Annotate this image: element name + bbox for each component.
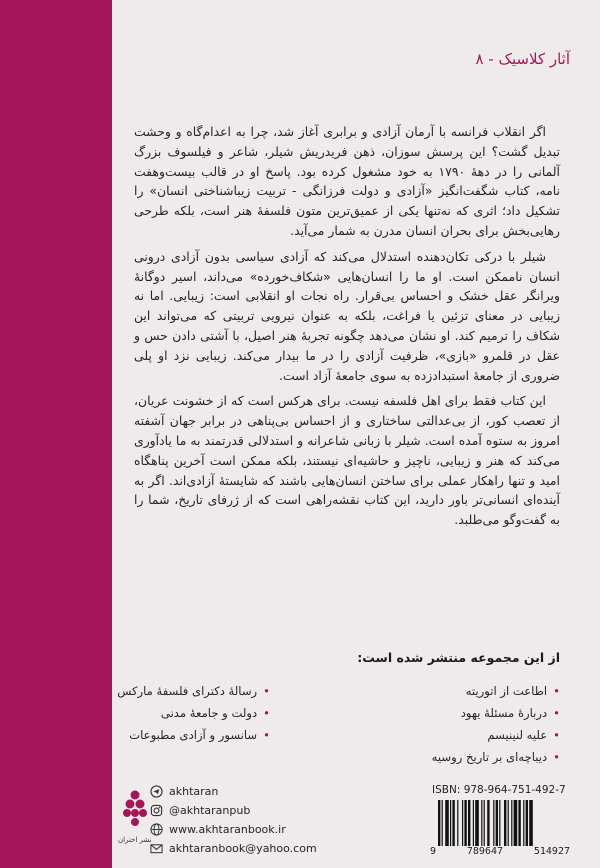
barcode-bar xyxy=(484,800,485,846)
contact-telegram[interactable] xyxy=(150,782,317,801)
barcode-bar xyxy=(514,800,518,846)
email-icon xyxy=(150,842,163,855)
contact-text: akhtaranbook@yahoo.com xyxy=(169,842,317,855)
globe-icon xyxy=(150,823,163,836)
published-item: • علیه لنینیسم xyxy=(432,724,560,746)
barcode-bar xyxy=(481,800,482,846)
barcode-bar xyxy=(464,800,466,846)
magenta-spine-band xyxy=(0,0,112,868)
barcode-bar xyxy=(504,800,506,846)
barcode-group-1: 789647 xyxy=(466,846,504,857)
contact-instagram[interactable] xyxy=(150,801,317,820)
published-item: • رسالهٔ دکترای فلسفهٔ مارکس xyxy=(117,680,270,702)
barcode-bar xyxy=(499,800,500,846)
blurb-text xyxy=(134,122,560,536)
barcode-group-2: 514927 xyxy=(533,846,570,857)
barcode-lead-digit: 9 xyxy=(430,846,437,857)
published-item: • دولت و جامعهٔ مدنی xyxy=(117,702,270,724)
barcode-bar xyxy=(529,800,533,846)
contact-list xyxy=(150,782,317,858)
publisher-caption: نشر اختران xyxy=(118,836,152,844)
barcode-bar xyxy=(450,800,451,846)
contact-text: akhtaran xyxy=(169,785,219,798)
barcode-bar xyxy=(473,800,474,846)
published-item: • دیباچه‌ای بر تاریخ روسیه xyxy=(432,746,560,768)
barcode-bar xyxy=(442,800,443,846)
barcode-digits xyxy=(430,846,570,857)
barcode-bar xyxy=(496,800,498,846)
barcode-bar xyxy=(526,800,528,846)
barcode-bar xyxy=(462,800,463,846)
contact-email[interactable] xyxy=(150,839,317,858)
barcode-bar xyxy=(518,800,520,846)
barcode-bar xyxy=(493,800,494,846)
instagram-icon xyxy=(150,804,163,817)
published-item: • سانسور و آزادی مطبوعات xyxy=(117,724,270,746)
barcode-bar xyxy=(523,800,524,846)
blurb-paragraph-3: این کتاب فقط برای اهل فلسفه نیست. برای هرکس است که از خشونت عریان، از تعصب کور، از بی‌عدالتی ساختاری و از احساس بی‌پناهی در برابر جهان آشفته امروز به ستوه آمده است. شیلر با زبانی شاعرانه و استدلالی قدرتمند به ما یادآوری می‌کند که هنر و زیبایی، ناچیز و حاشیه‌ای نیستند، بلکه ممکن است آخرین پناهگاه امید و تنها راهکار عملی برای ساختن انسان‌هایی باشند که شایستهٔ آزادی‌اند. اگر به آینده‌ای انسانی‌تر باور دارید، این کتاب نقشه‌راهی است که از ژرفای تاریخ، شما را به گفت‌وگو می‌طلبد. xyxy=(134,393,560,528)
isbn-barcode xyxy=(430,800,570,846)
published-list-left xyxy=(117,680,270,746)
telegram-icon xyxy=(150,785,163,798)
published-heading: از این مجموعه منتشر شده است: xyxy=(357,650,560,665)
contact-website[interactable] xyxy=(150,820,317,839)
published-item: • دربارهٔ مسئلهٔ یهود xyxy=(432,702,560,724)
series-title: آثار کلاسیک - ۸ xyxy=(475,50,570,68)
published-item: • اطاعت از اتوریته xyxy=(432,680,560,702)
barcode-bar xyxy=(438,800,440,846)
published-list-right xyxy=(432,680,560,768)
barcode-bar xyxy=(445,800,449,846)
isbn-label: ISBN: 978-964-751-492-7 xyxy=(432,784,566,796)
publisher-logo xyxy=(123,790,147,832)
barcode-bar xyxy=(468,800,470,846)
contact-text: www.akhtaranbook.ir xyxy=(169,823,286,836)
barcode-bar xyxy=(452,800,454,846)
blurb-paragraph-2: شیلر با درکی تکان‌دهنده استدلال می‌کند که آزادی سیاسی بدون آزادی درونی انسان ناممکن است. او ما را انسان‌هایی «شکاف‌خورده» می‌داند، اسیر دوگانهٔ ویرانگر عقل خشک و احساس بی‌قرار. راه نجات او انقلابی است: زیبایی. اما نه زیبایی در معنای تزئین یا فراغت، بلکه به عنوان نیرویی تربیتی که می‌تواند این شکاف را ترمیم کند. او نشان می‌دهد چگونه تجربهٔ هنر اصیل، با آشتی دادن حس و عقل در قلمرو «بازی»، ظرفیت آزادی را در ما بیدار می‌کند. زیبایی نزد او پلی ضروری از جامعهٔ استبدادزده به سوی جامعهٔ آزاد است. xyxy=(134,248,560,383)
barcode-bar xyxy=(511,800,512,846)
barcode-bar xyxy=(457,800,458,846)
contact-text: @akhtaranpub xyxy=(169,804,251,817)
barcode-bar xyxy=(487,800,489,846)
blurb-paragraph-1: اگر انقلاب فرانسه با آرمان آزادی و برابری آغاز شد، چرا به اعدام‌گاه و وحشت تبدیل گشت؟ این پرسش سوزان، ذهن فریدریش شیلر، شاعر و فیلسوف بزرگ آلمانی را در دههٔ ۱۷۹۰ به خود مشغول کرده بود. پاسخ او در قالب بیست‌وهفت نامه، کتاب شگفت‌انگیز «آزادی و دولت فرزانگی - تربیت زیباشناختی انسان» را تشکیل داد؛ اثری که نه‌تنها یکی از عمیق‌ترین متون فلسفهٔ هنر است، بلکه طرحی رهایی‌بخش برای بحران انسان مدرن به شمار می‌آید. xyxy=(134,124,560,238)
barcode-bar xyxy=(475,800,479,846)
barcode-bar xyxy=(508,800,509,846)
